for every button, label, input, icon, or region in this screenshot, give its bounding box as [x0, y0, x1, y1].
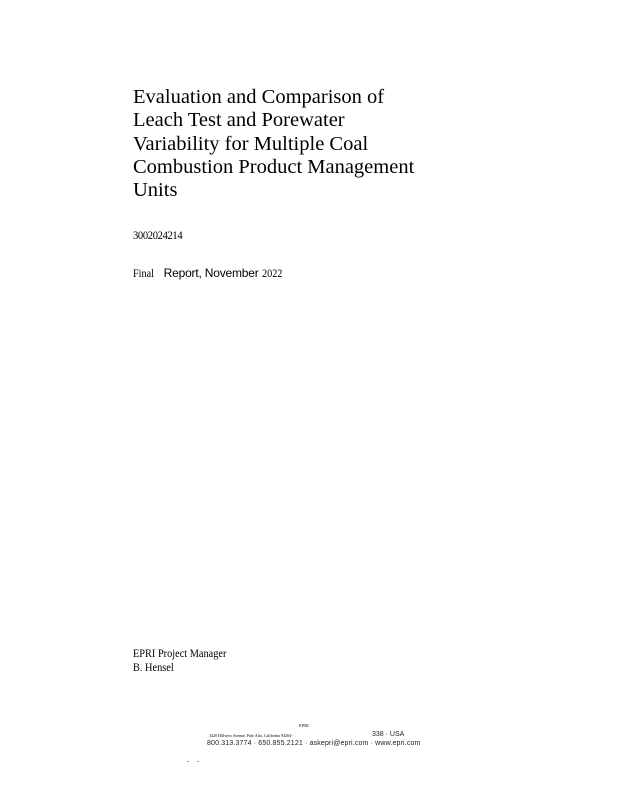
report-type-date: Report, November	[163, 266, 259, 280]
footer-org: EPRI	[299, 723, 309, 728]
title-line: Variability for Multiple Coal	[133, 132, 369, 155]
project-manager-block	[133, 646, 226, 674]
title-line: Evaluation and Comparison of	[133, 86, 385, 108]
report-type-final: Final	[133, 266, 154, 280]
title-line: Combustion Product Management	[133, 155, 415, 178]
report-title	[133, 86, 463, 202]
project-manager-name: B. Hensel	[133, 660, 174, 674]
report-type	[133, 266, 286, 281]
footer-dots: . .	[187, 755, 202, 764]
title-line: Leach Test and Porewater	[133, 109, 345, 132]
project-manager-label: EPRI Project Manager	[133, 646, 227, 660]
footer-contact: 800.313.3774 · 650.855.2121 · askepri@epri.com · www.epri.com	[207, 740, 421, 747]
report-number: 3002024214	[133, 228, 183, 242]
title-line: Units	[133, 179, 178, 202]
footer-address: 3420 Hillview Avenue, Palo Alto, California 94304-	[209, 733, 293, 738]
report-type-year: 2022	[261, 266, 282, 280]
footer-address-country: 338 · USA	[372, 731, 405, 738]
